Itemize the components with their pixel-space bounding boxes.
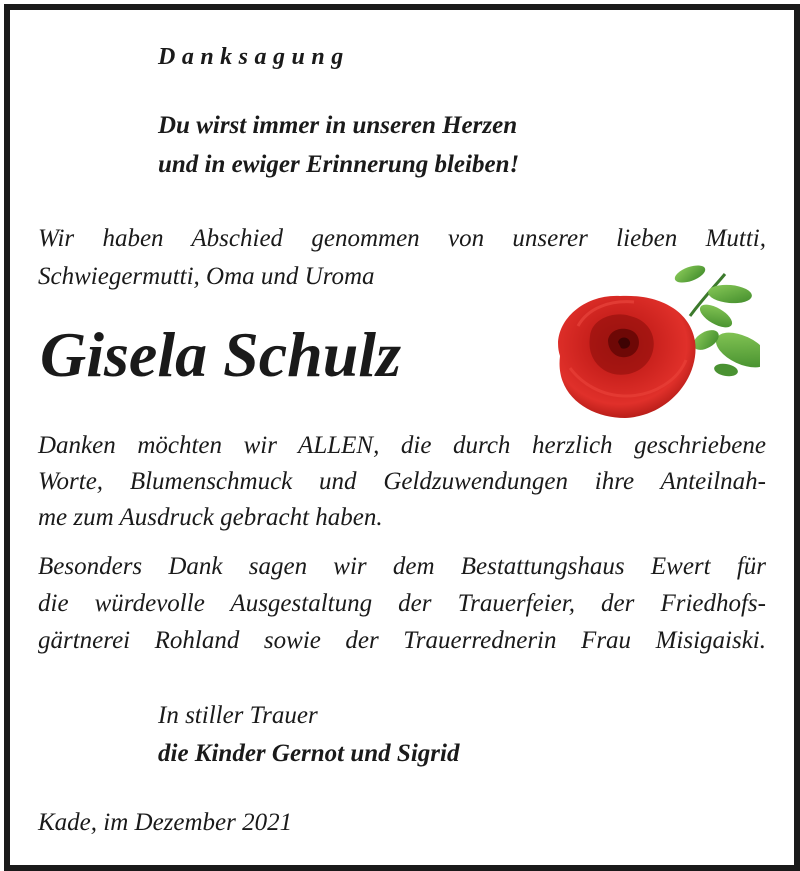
obituary-notice (4, 4, 800, 871)
thanks-all-line-2: Worte, Blumenschmuck und Geldzuwendungen ihre Anteilnah- (38, 468, 766, 495)
signatories: die Kinder Gernot und Sigrid (158, 740, 460, 767)
intro-line-2: Schwiegermutti, Oma und Uroma (38, 263, 375, 290)
thanks-special-line-3: gärtnerei Rohland sowie der Trauerrednerin Frau Misigaiski. (38, 627, 766, 654)
heading: Danksagung (158, 44, 350, 70)
rose-icon (530, 256, 760, 424)
intro-line-1: Wir haben Abschied genommen von unserer lieben Mutti, (38, 225, 766, 252)
thanks-all-line-1: Danken möchten wir ALLEN, die durch herzlich geschriebene (38, 432, 766, 459)
thanks-special-line-2: die würdevolle Ausgestaltung der Trauerfeier, der Friedhofs- (38, 590, 766, 617)
thanks-special-line-1: Besonders Dank sagen wir dem Bestattungshaus Ewert für (38, 553, 766, 580)
motto-line-1: Du wirst immer in unseren Herzen (158, 112, 518, 139)
place-date: Kade, im Dezember 2021 (38, 809, 293, 836)
motto-line-2: und in ewiger Erinnerung bleiben! (158, 151, 520, 178)
thanks-all-line-3: me zum Ausdruck gebracht haben. (38, 504, 383, 531)
mourning-text: In stiller Trauer (158, 702, 318, 729)
deceased-name: Gisela Schulz (40, 319, 401, 390)
